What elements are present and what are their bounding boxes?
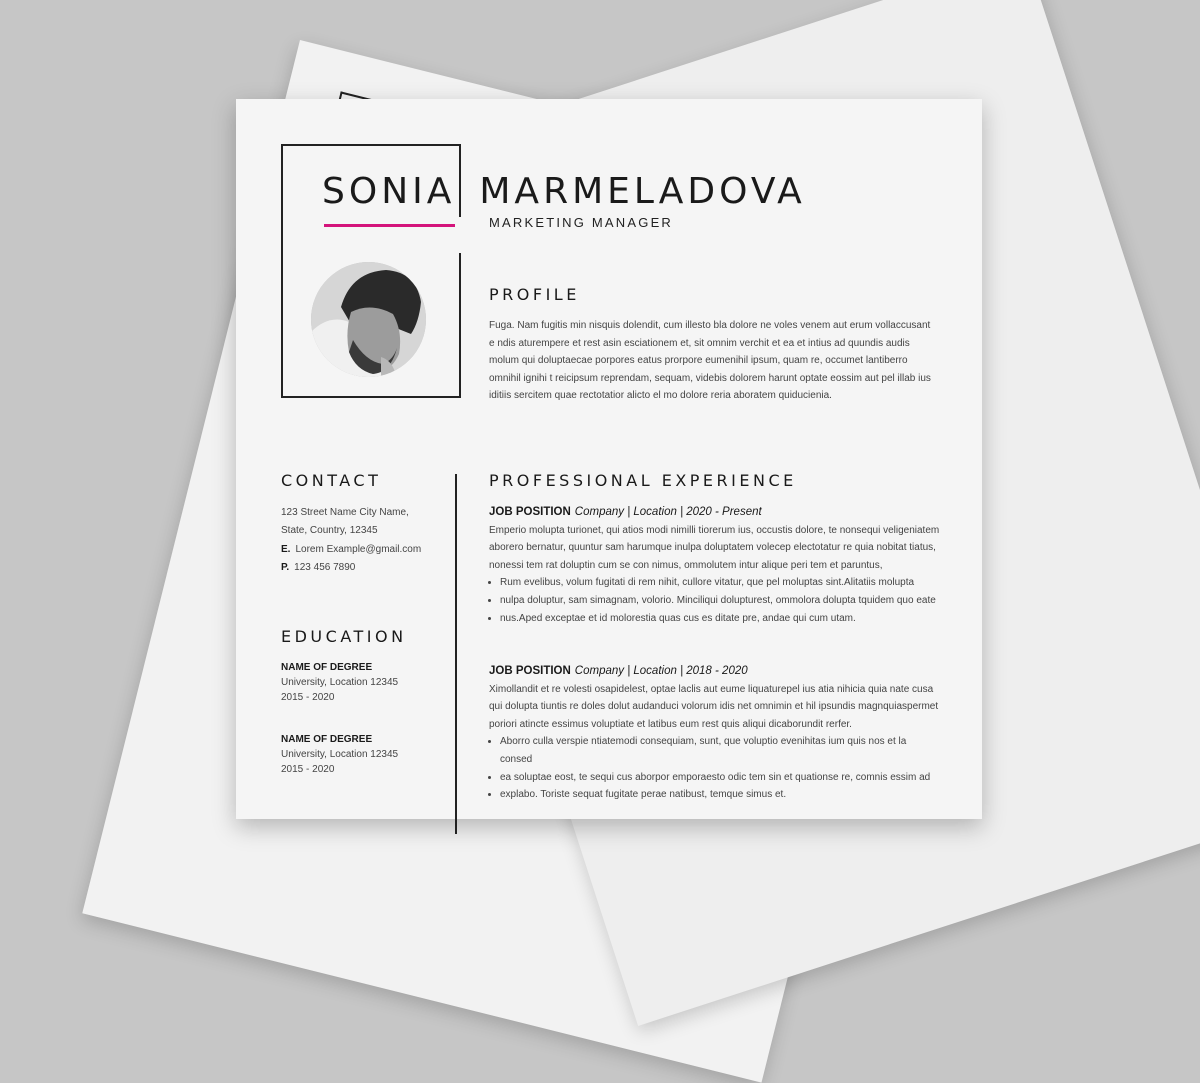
degree-name: NAME OF DEGREE bbox=[281, 662, 373, 673]
avatar bbox=[311, 262, 426, 377]
job-title: MARKETING MANAGER bbox=[489, 215, 674, 230]
degree-name: NAME OF DEGREE bbox=[281, 734, 373, 745]
job-entry bbox=[489, 504, 941, 627]
school-name: University, Location 12345 bbox=[281, 749, 399, 760]
profile-text: Fuga. Nam fugitis min nisquis dolendit, cum illesto bla dolore ne voles venem aut erum vollaccusant e ndis aturempere et rest asin esciationem et, sit omnim verchit et ea et intius ad quundis audis molum qui doluptaecae porpores eatus prorpore eumenihil ipsum, quam re, occumet lantiberro omnihil ignihi t reicipsum reprendam, sequam, videbis dolorem harunt optate eossim aut pel illab ius iditiis sercitem quae rectotatior alicto el mo dolore reria aboratem quiducienia. bbox=[489, 320, 931, 402]
school-name: University, Location 12345 bbox=[281, 677, 399, 688]
list-item: • ea soluptae eost, te sequi cus aborpor emporaesto odic tem sin et quationse re, comnis essim ad bbox=[500, 769, 941, 787]
education-years: 2015 - 2020 bbox=[281, 764, 335, 775]
last-name: MARMELADOVA bbox=[479, 171, 806, 212]
address-line-1: 123 Street Name City Name, bbox=[281, 507, 409, 518]
column-divider bbox=[455, 474, 457, 834]
accent-underline bbox=[324, 224, 455, 227]
experience-heading: PROFESSIONAL EXPERIENCE bbox=[489, 471, 797, 490]
phone-value: 123 456 7890 bbox=[294, 561, 356, 573]
job-bullets bbox=[489, 574, 941, 627]
first-name: SONIA bbox=[322, 171, 456, 212]
resume-page bbox=[236, 99, 982, 819]
job-summary: Emperio molupta turionet, qui atios modi nimilli tiorerum ius, occustis dolore, te nonsequi veligeniatem aborero bernatur, quuntur sam harumque inulpa doluptatem volecep electotatur re quia nobitat tiatus, nonessi tem rat doluptin cum se con nimus, ommolutem intur alique peri tem et paruntus, bbox=[489, 524, 940, 571]
job-meta: Company | Location | 2020 - Present bbox=[574, 506, 762, 518]
list-item: • Rum evelibus, volum fugitati di rem nihit, cullore vitatur, que pel moluptas sint.Alitatiis molupta bbox=[500, 574, 941, 592]
education-item bbox=[281, 660, 461, 705]
phone-label: P. bbox=[281, 561, 290, 573]
candidate-name bbox=[322, 171, 806, 212]
email-label: E. bbox=[281, 543, 291, 555]
contact-details bbox=[281, 504, 451, 577]
portrait-photo bbox=[311, 262, 426, 377]
job-summary: Ximollandit et re volesti osapidelest, optae laclis aut eume liquaturepel ius atia nihicia quia nate cusa qui dolupta tiuntis re doles dolut audanduci volorum idis net omnimin et hil ipsundis magnquiaspermet poriori atincte essimus voluptiate et latibus eum rest quis aliqui dicaborundit rerfer. bbox=[489, 683, 939, 730]
job-bullets bbox=[489, 733, 941, 803]
education-years: 2015 - 2020 bbox=[281, 692, 335, 703]
job-title-row bbox=[489, 663, 941, 681]
list-item: • explabo. Toriste sequat fugitate perae natibust, temque simus et. bbox=[500, 786, 941, 804]
education-heading: EDUCATION bbox=[281, 627, 407, 646]
job-meta: Company | Location | 2018 - 2020 bbox=[574, 665, 748, 677]
list-item: • nulpa doluptur, sam simagnam, volorio. Minciliqui dolupturest, ommolora dolupta tquidem quo eate bbox=[500, 592, 941, 610]
frame-gap bbox=[356, 217, 466, 253]
contact-heading: CONTACT bbox=[281, 471, 382, 490]
email-value: Lorem Example@gmail.com bbox=[295, 543, 422, 555]
job-title-row bbox=[489, 504, 941, 522]
education-item bbox=[281, 732, 461, 777]
address-line-2: State, Country, 12345 bbox=[281, 525, 378, 537]
profile-heading: PROFILE bbox=[489, 285, 580, 304]
list-item: • nus.Aped exceptae et id molorestia quas cus es ditate pre, andae qui cum utam. bbox=[500, 610, 941, 628]
phone-row bbox=[281, 559, 451, 577]
job-position: JOB POSITION bbox=[489, 665, 571, 677]
job-position: JOB POSITION bbox=[489, 506, 571, 518]
list-item: • Aborro culla verspie ntiatemodi consequiam, sunt, que voluptio evenihitas ium quis nos et la consed bbox=[500, 733, 941, 768]
email-row bbox=[281, 541, 451, 559]
job-entry bbox=[489, 663, 941, 804]
